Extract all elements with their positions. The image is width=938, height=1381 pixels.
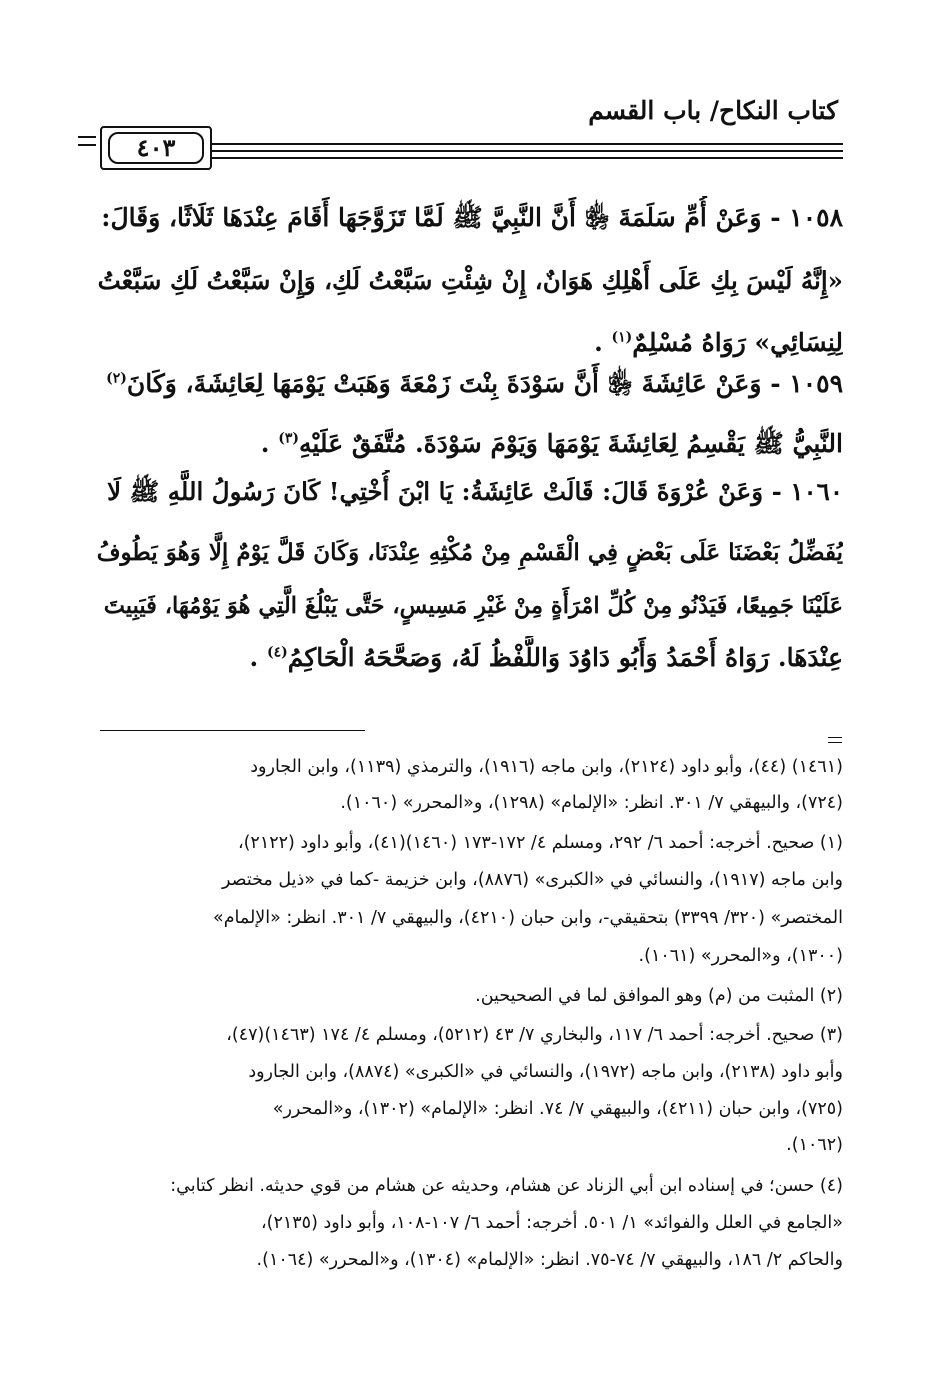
hadith-1060-line-2: يُفَضِّلُ بَعْضَنَا عَلَى بَعْضٍ فِي الْقَسْمِ مِنْ مُكْثِهِ عِنْدَنَا، وَكَانَ قَلَّ يَوْمٌ إِلَّا وَهُوَ يَطُوفُ [96, 539, 843, 566]
hadith-1060-line-1: ١٠٦٠ - وَعَنْ عُرْوَةَ قَالَ: قَالَتْ عَائِشَةُ: يَا ابْنَ أُخْتِي! كَانَ رَسُولُ اللَّهِ ﷺ لَا [107, 477, 843, 506]
footnote-4-line-1: (٤) حسن؛ في إسناده ابن أبي الزناد عن هشام، وحديثه عن هشام من قوي حديثه. انظر كتابي: [170, 1176, 843, 1196]
footnote-3-line-3: (٧٢٥)، وابن حبان (٤٢١١)، والبيهقي ٧/ ٧٤. انظر: «الإلمام» (١٣٠٢)، و«المحرر» [272, 1099, 843, 1119]
page-number-frame [100, 126, 212, 170]
footnote-divider [100, 730, 365, 731]
hadith-1058-line-1: ١٠٥٨ - وَعَنْ أُمِّ سَلَمَةَ ﵂ أَنَّ النَّبِيَّ ﷺ لَمَّا تَزَوَّجَهَا أَقَامَ عِنْدَهَا ثَلَاثًا، وَقَالَ: [101, 203, 843, 232]
page-number: ٤٠٣ [108, 132, 204, 164]
header-rule [212, 143, 843, 145]
hadith-1060-line-4: عِنْدَهَا. رَوَاهُ أَحْمَدُ وَأَبُو دَاوُدَ وَاللَّفْظُ لَهُ، وَصَحَّحَهُ الْحَاكِمُ$^{(٤)}$ . [249, 643, 843, 672]
footnote-continuation-mark [828, 737, 842, 747]
header-rule [212, 150, 843, 152]
hadith-1060-line-3: عَلَيْنَا جَمِيعًا، فَيَدْنُو مِنْ كُلِّ امْرَأَةٍ مِنْ غَيْرِ مَسِيسٍ، حَتَّى يَبْلُغَ الَّتِي هُوَ يَوْمُهَا، فَيَبِيتَ [103, 593, 843, 619]
hadith-1058-line-2: «إِنَّهُ لَيْسَ بِكِ عَلَى أَهْلِكِ هَوَانٌ، إِنْ شِئْتِ سَبَّعْتُ لَكِ، وَإِنْ سَبَّعْتُ لَكِ سَبَّعْتُ [97, 266, 843, 295]
footnote-ref: (٣) [278, 430, 299, 447]
footnote-4-line-3: والحاكم ٢/ ١٨٦، والبيهقي ٧/ ٧٤-٧٥. انظر: «الإلمام» (١٣٠٤)، و«المحرر» (١٠٦٤). [256, 1250, 843, 1270]
footnote-3-line-1: (٣) صحيح. أخرجه: أحمد ٦/ ١١٧، والبخاري ٧/ ٤٣ (٥٢١٢)، ومسلم ٤/ ١٧٤ (١٤٦٣)(٤٧)، [226, 1025, 843, 1045]
footnote-carry-line-1: (١٤٦١) (٤٤)، وأبو داود (٢١٢٤)، وابن ماجه (١٩١٦)، والترمذي (١١٣٩)، وابن الجارود [250, 757, 843, 777]
footnote-carry-line-2: (٧٢٤)، والبيهقي ٧/ ٣٠١. انظر: «الإلمام» (١٢٩٨)، و«المحرر» (١٠٦٠). [340, 793, 843, 813]
hadith-1058-line-3: لِنِسَائِي» رَوَاهُ مُسْلِمٌ$^{(١)}$ . [594, 328, 843, 357]
hadith-1059-line-2: النَّبِيُّ ﷺ يَقْسِمُ لِعَائِشَةَ يَوْمَهَا وَيَوْمَ سَوْدَةَ. مُتَّفَقٌ عَلَيْهِ$^{(٣)}$ . [260, 429, 843, 458]
footnote-ref: (١) [611, 329, 633, 346]
header-rule [212, 157, 843, 159]
running-title: كتاب النكاح/ باب القسم [588, 96, 838, 125]
page-number-ornament [78, 136, 96, 152]
footnote-1-line-2: وابن ماجه (١٩١٧)، والنسائي في «الكبرى» (٨٨٧٦)، وابن خزيمة -كما في «ذيل مختصر [222, 870, 843, 890]
footnote-3-line-2: وأبو داود (٢١٣٨)، وابن ماجه (١٩٧٢)، والنسائي في «الكبرى» (٨٨٧٤)، وابن الجارود [248, 1062, 843, 1082]
hadith-1059-line-1: ١٠٥٩ - وَعَنْ عَائِشَةَ ﵂ أَنَّ سَوْدَةَ بِنْتَ زَمْعَةَ وَهَبَتْ يَوْمَهَا لِعَائِشَةَ، وَكَانَ$^{(٢)}$ [106, 369, 843, 398]
footnote-ref: (٢) [106, 370, 127, 387]
footnote-2-line-1: (٢) المثبت من (م) وهو الموافق لما في الصحيحين. [475, 986, 843, 1006]
footnote-4-line-2: «الجامع في العلل والفوائد» ١/ ٥٠١. أخرجه: أحمد ٦/ ١٠٧-١٠٨، وأبو داود (٢١٣٥)، [260, 1213, 843, 1233]
footnote-1-line-4: (١٣٠٠)، و«المحرر» (١٠٦١). [638, 946, 843, 966]
footnote-ref: (٤) [266, 644, 288, 661]
footnote-3-line-4: (١٠٦٢). [786, 1135, 843, 1155]
footnote-1-line-3: المختصر» (٣٢٠/ ٣٣٩٩) بتحقيقي-، وابن حبان (٤٢١٠)، والبيهقي ٧/ ٣٠١. انظر: «الإلمام» [212, 908, 843, 928]
footnote-1-line-1: (١) صحيح. أخرجه: أحمد ٦/ ٢٩٢، ومسلم ٤/ ١٧٢-١٧٣ (١٤٦٠)(٤١)، وأبو داود (٢١٢٢)، [237, 833, 843, 853]
